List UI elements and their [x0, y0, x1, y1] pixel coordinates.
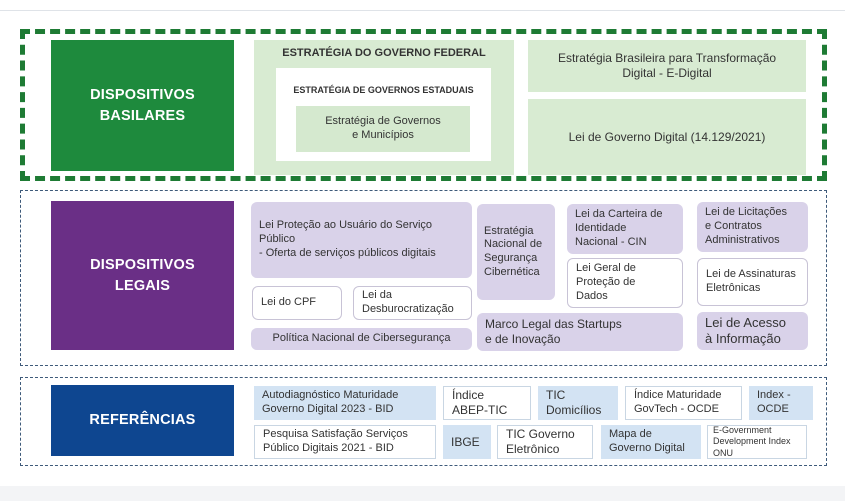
ciberseguranca-box: Política Nacional de Cibersegurança [251, 328, 472, 350]
state-strategy-label: ESTRATÉGIA DE GOVERNOS ESTADUAIS [293, 85, 474, 95]
seguranca-cibernetica-box: Estratégia Nacional de Segurança Cibernética [477, 204, 555, 300]
abep-tic-box: Índice ABEP-TIC [443, 386, 531, 420]
cin-box: Lei da Carteira de Identidade Nacional - CIN [567, 204, 683, 254]
index-ocde-box: Index - OCDE [749, 386, 813, 420]
egov-onu-box: E-Government Development Index ONU [707, 425, 807, 459]
tic-domicilios-box: TIC Domicílios [538, 386, 618, 420]
bottom-band [0, 486, 845, 501]
mapa-governo-box: Mapa de Governo Digital [601, 425, 701, 459]
legais-header: DISPOSITIVOS LEGAIS [51, 201, 234, 350]
edigital-box: Estratégia Brasileira para Transformação Digital - E-Digital [528, 40, 806, 92]
basilares-header: DISPOSITIVOS BASILARES [51, 40, 234, 171]
federal-strategy-label: ESTRATÉGIA DO GOVERNO FEDERAL [282, 47, 486, 59]
autodiagnostico-box: Autodiagnóstico Maturidade Governo Digital 2023 - BID [254, 386, 436, 420]
lei-cpf-box: Lei do CPF [252, 286, 342, 320]
pesquisa-satisfacao-box: Pesquisa Satisfação Serviços Público Digitais 2021 - BID [254, 425, 436, 459]
startups-box: Marco Legal das Startups e de Inovação [477, 313, 683, 351]
top-divider [0, 10, 845, 11]
licitacoes-box: Lei de Licitações e Contratos Administrativos [697, 202, 808, 252]
govtech-ocde-box: Índice Maturidade GovTech - OCDE [625, 386, 742, 420]
lei-governo-digital-box: Lei de Governo Digital (14.129/2021) [528, 99, 806, 175]
assinaturas-box: Lei de Assinaturas Eletrônicas [697, 258, 808, 306]
tic-governo-box: TIC Governo Eletrônico [497, 425, 593, 459]
acesso-informacao-box: Lei de Acesso à Informação [697, 312, 808, 350]
desburocratizacao-box: Lei da Desburocratização [353, 286, 472, 320]
lgpd-box: Lei Geral de Proteção de Dados [567, 258, 683, 308]
referencias-header: REFERÊNCIAS [51, 385, 234, 456]
protecao-usuario-box: Lei Proteção ao Usuário do Serviço Público - Oferta de serviços públicos digitais [251, 202, 472, 278]
ibge-box: IBGE [443, 425, 491, 459]
municipal-strategy-box: Estratégia de Governos e Municípios [296, 106, 470, 152]
